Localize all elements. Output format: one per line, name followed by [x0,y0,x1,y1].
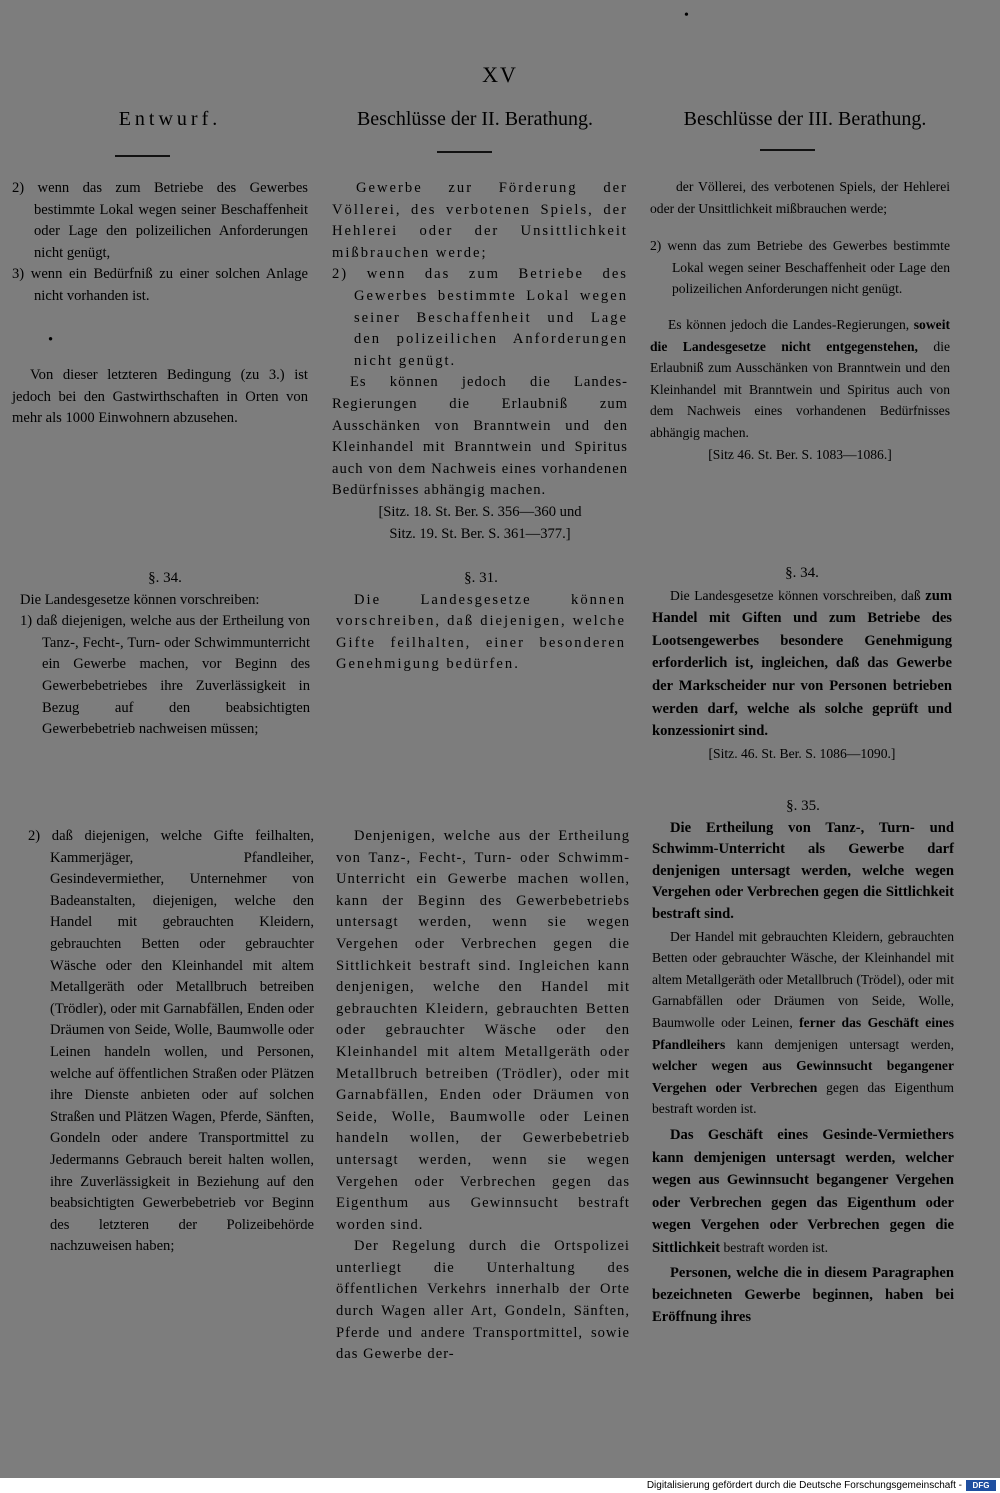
second-p1: Gewerbe zur Förderung der Völlerei, des verbotenen Spiels, der Hehlerei oder der Unsittlichkeit mißbrauchen werde; [332,180,628,261]
column-second-reading-sec31 [336,568,626,676]
draft-paragraph-exception: Von dieser letzteren Bedingung (zu 3.) ist jedoch bei den Gastwirthschaften in Orten von mehr als 1000 Einwohnern abzusehen. [12,367,308,427]
header-rule-3 [760,149,815,151]
column-third-reading-top [650,176,950,465]
top-mark: • [684,8,689,23]
draft-section-34-item-2: 2) daß diejenigen, welche Gifte feilhalten, Kammerjäger, Pfandleiher, Gesindevermiether, Unternehmer von Badeanstalten, diejenigen, welche den Handel mit gebrauchten Kleidern, gebrauchten Betten oder gebrauchter Wäsche oder den Kleinhandel mit altem Metallgeräth oder Metallbruch betreiben (Trödler), oder mit Garnabfällen, Enden oder Dräumen von Seide, Wolle, Baumwolle oder Leinen handeln wollen, und Personen, welche auf öffentlichen Straßen oder Plätzen ihre Dienste anbieten oder auf solchen Straßen und Plätzen Wagen, Pferde, Sänften, Gondeln oder andere Transportmittel zu Jedermanns Gebrauch bereit halten wollen, ihre Zuverlässigkeit in Beziehung auf den beabsichtigten Gewerbebetrieb vor Beginn des letzteren der Polizeibehörde nachzuweisen haben; [28,828,314,1255]
column-second-reading-top [332,178,628,545]
column-entwurf-sec34 [20,568,310,741]
third-p3 [650,314,950,444]
third-p4-e: gegen das Eigenthum bestraft worden ist. [652,1079,954,1117]
column-third-reading-sec34 [652,563,952,764]
third-p4-a: Der Handel mit gebrauchten Kleidern, gebrauchten Betten oder gebrauchter Wäsche, der Kleinhandel mit altem Metallgeräth oder Metallbruch (Trödel), oder mit Garnabfällen oder Dräumen von Seide, Wolle, Baumwolle oder Leinen, [652,928,954,1030]
draft-section-34-intro: Die Landesgesetze können vorschreiben: [20,591,260,608]
footer-credit: Digitalisierung gefördert durch die Deutsche Forschungsgemeinschaft - [646,1480,962,1491]
header-rule-1 [115,155,170,157]
column-third-reading-sec35 [652,796,954,1328]
second-ref-1: [Sitz. 18. St. Ber. S. 356—360 und [378,503,582,520]
third-p4-c: kann demjenigen untersagt werden, [725,1036,954,1052]
third-p5-bold: Das Geschäft eines Gesinde-Vermiethers kann demjenigen untersagt werden, welcher wegen aus Gewinnsucht begangener Vergehen oder Verbrechen gegen das Eigenthum oder wegen Vergehen oder Verbrechen gegen die Sittlichkeit [652,1126,954,1256]
column-entwurf-top [12,178,308,430]
draft-section-34-heading: §. 34. [148,570,182,586]
third-section-34-start: Die Landesgesetze können vorschreiben, daß [670,587,926,603]
second-p3: Es können jedoch die Landes-Regierungen die Erlaubniß zum Ausschänken von Branntwein und den Kleinhandel mit Branntwein und Spiritus auch von dem Nachweis eines vorhandenen Bedürfnisses abhängig machen. [332,374,628,499]
third-section-35-p5 [652,1124,954,1260]
third-section-34-text [652,585,952,743]
header-rule-2 [437,151,492,153]
third-p3-end: die Erlaubniß zum Ausschänken von Branntwein und den Kleinhandel mit Branntwein und Spiritus auch von dem Nachweis eines vorhandenen Bedürfnisses abhängig machen. [650,338,950,440]
draft-item-2: 2) wenn das zum Betriebe des Gewerbes bestimmte Lokal wegen seiner Beschaffenheit oder Lage den polizeilichen Anforderungen nicht genügt, [12,180,308,261]
third-ref-2: [Sitz. 46. St. Ber. S. 1086—1090.] [708,745,896,761]
third-p4-d: welcher wegen aus Gewinnsucht begangener Vergehen oder Verbrechen [652,1058,954,1095]
third-section-35-p6: Personen, welche die in diesem Paragraphen bezeichneten Gewerbe beginnen, haben bei Eröffnung ihres [652,1265,954,1325]
draft-bullet: • [48,331,54,348]
second-section-31-text: Die Landesgesetze können vorschreiben, daß diejenigen, welche Gifte feilhalten, einer besonderen Genehmigung bedürfen. [336,591,626,673]
header-second-reading: Beschlüsse der II. Berathung. [356,108,594,130]
third-section-35-heading: §. 35. [786,798,820,814]
header-entwurf: Entwurf. [118,108,222,130]
third-section-34-amendment: zum Handel mit Giften und zum Betriebe des Lootsengewerbes besondere Genehmigung erforderlich ist, ingleichen, daß das Gewerbe der Markscheider nur von Personen betrieben werden darf, welche als solche geprüft und konzessionirt sind. [652,587,952,740]
third-section-35-p4 [652,926,954,1120]
third-p3-amendment: soweit die Landesgesetze nicht entgegenstehen, [650,316,950,354]
second-ref-2: Sitz. 19. St. Ber. S. 361—377.] [389,525,571,542]
draft-item-3: 3) wenn ein Bedürfniß zu einer solchen Anlage nicht vorhanden ist. [12,266,308,304]
second-item-2: 2) wenn das zum Betriebe des Gewerbes bestimmte Lokal wegen seiner Beschaffenheit und Lage den polizeilichen Anforderungen nicht genügt. [332,266,628,369]
dfg-logo: DFG [966,1480,996,1491]
page-number: XV [482,62,518,87]
second-p5: Der Regelung durch die Ortspolizei unterliegt die Unterhaltung des öffentlichen Verkehrs innerhalb der Orte durch Wagen aller Art, Gondeln, Sänften, Pferde und andere Transportmittel, sowie das Gewerbe der- [336,1238,630,1363]
third-p1: der Völlerei, des verbotenen Spiels, der Hehlerei oder der Unsittlichkeit mißbrauchen werde; [650,179,950,216]
second-section-31-heading: §. 31. [464,570,498,586]
third-section-34-heading: §. 34. [785,565,819,581]
footer-bar [0,1478,1000,1493]
second-p4: Denjenigen, welche aus der Ertheilung von Tanz-, Fecht-, Turn- oder Schwimm-Unterricht ein Gewerbe machen wollen, kann der Beginn des Gewerbebetriebs untersagt werden, wenn sie wegen Vergehen oder Verbrechen gegen die Sittlichkeit bestraft sind. Ingleichen kann denjenigen, welche den Handel mit gebrauchten Kleidern, gebrauchten Betten oder gebrauchter Wäsche oder den Kleinhandel mit altem Metallgeräth oder Metallbruch betreiben (Trödler), oder mit Garnabfällen, Enden oder Dräumen von Seide, Wolle, Baumwolle oder Leinen handeln wollen, der Gewerbebetrieb untersagt werden, wenn sie wegen Vergehen oder Verbrechen gegen das Eigenthum aus Gewinnsucht bestraft worden sind. [336,828,630,1233]
third-p5-tail: bestraft worden ist. [720,1239,829,1255]
column-entwurf-item2 [28,826,314,1258]
header-third-reading: Beschlüsse der III. Berathung. [683,108,927,130]
third-ref-1: [Sitz 46. St. Ber. S. 1083—1086.] [708,446,892,462]
draft-section-34-item-1: 1) daß diejenigen, welche aus der Ertheilung von Tanz-, Fecht-, Turn- oder Schwimmunterricht ein Gewerbe machen, vor Beginn des Gewerbebetriebes ihre Zuverlässigkeit in Bezug auf den beabsichtigten Gewerbebetrieb nachweisen müssen; [20,613,310,738]
column-second-reading-lower [336,826,630,1366]
third-p4-b: ferner das Geschäft eines Pfandleihers [652,1014,954,1052]
third-section-35-bold: Die Ertheilung von Tanz-, Turn- und Schwimm-Unterricht als Gewerbe darf denjenigen untersagt werden, welche wegen Vergehen oder Verbrechen gegen die Sittlichkeit bestraft sind. [652,819,954,922]
third-item-2: 2) wenn das zum Betriebe des Gewerbes bestimmte Lokal wegen seiner Beschaffenheit oder Lage den polizeilichen Anforderungen nicht genügt. [650,238,950,297]
third-p3-start: Es können jedoch die Landes-Regierungen, [668,316,914,332]
